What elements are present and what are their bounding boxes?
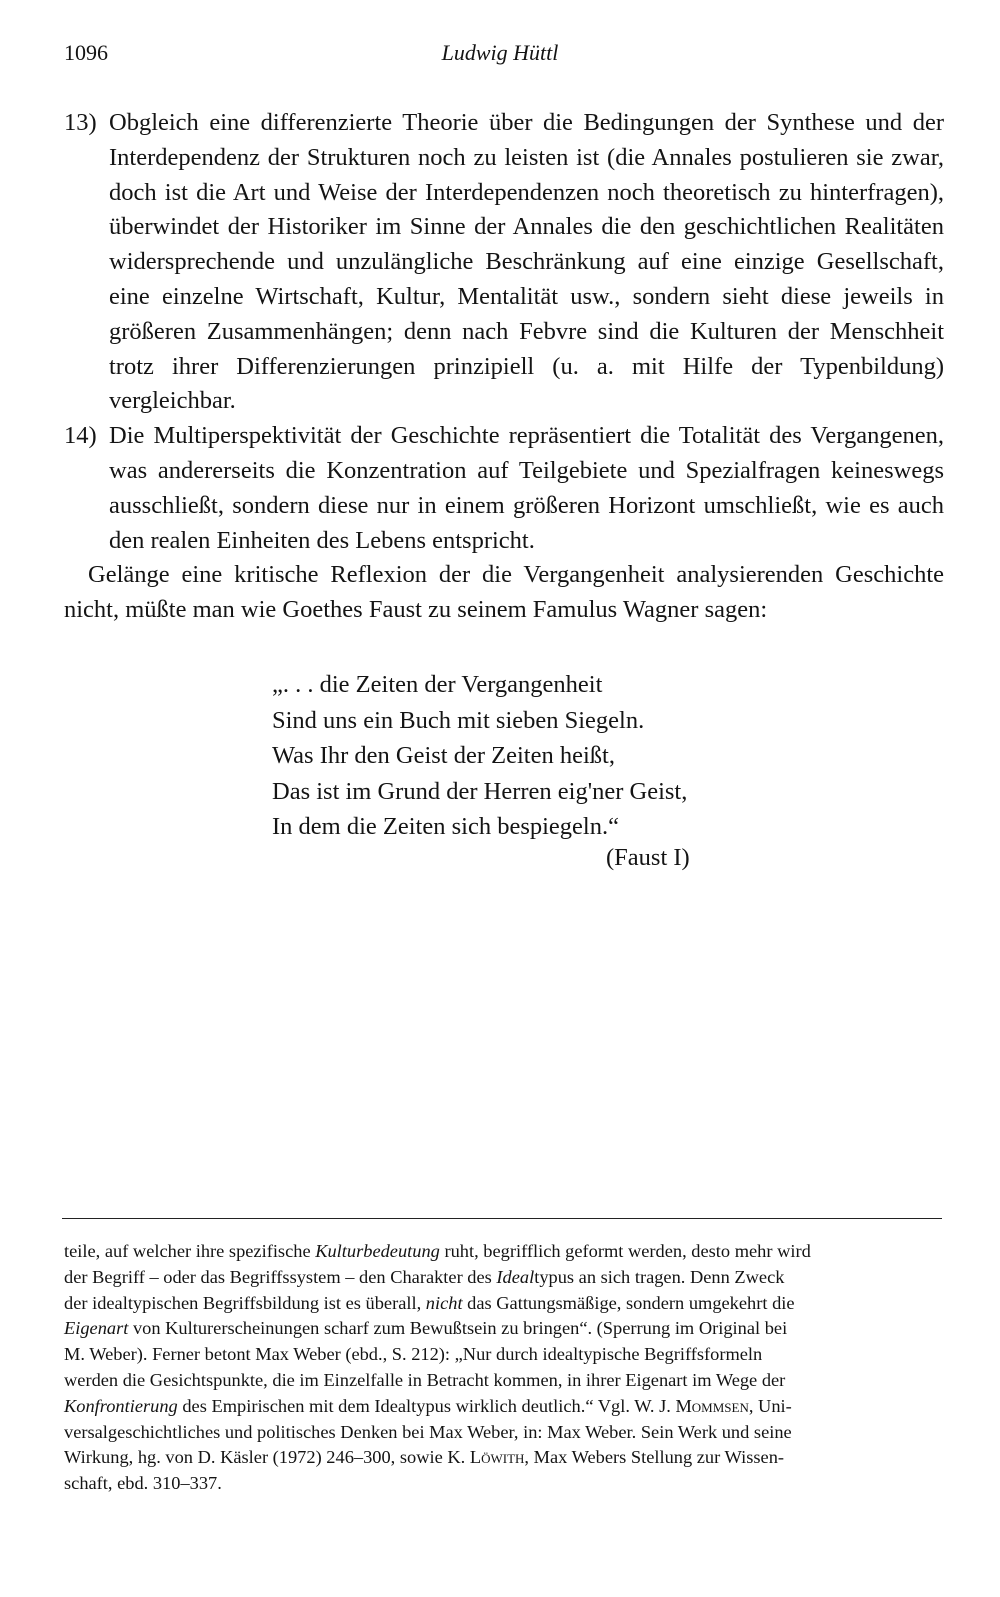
verse-line: Was Ihr den Geist der Zeiten heißt,	[272, 742, 615, 769]
item-number: 14)	[64, 422, 97, 450]
footnote-line: der Begriff – oder das Begriffssystem – den Charakter des Idealtypus an sich tragen. Denn Zweck	[64, 1266, 785, 1287]
item-number: 13)	[64, 109, 97, 136]
verse-line: „. . . die Zeiten der Vergangenheit	[272, 671, 603, 698]
item-text: Die Multiperspektivität der Geschichte repräsentiert die Totalität des Vergangenen, was andererseits die Konzentration auf Teilgebiete und Spezialfragen keineswegs ausschließt, sondern diese nur in einem größeren Horizont umschließt, wie es auch den realen Einheiten des Lebens entspricht.	[109, 422, 944, 554]
footnote-line: versalgeschichtliches und politisches Denken bei Max Weber, in: Max Weber. Sein Werk und seine	[64, 1421, 792, 1442]
body-paragraph: Gelänge eine kritische Reflexion der die Vergangenheit analysierenden Geschichte nicht, müßte man wie Goethes Faust zu seinem Famulus Wagner sagen:	[64, 561, 944, 624]
faust-quotation	[272, 667, 687, 845]
footnote-line: Wirkung, hg. von D. Käsler (1972) 246–300, sowie K. Löwith, Max Webers Stellung zur Wissen-	[64, 1447, 785, 1468]
verse-line: Sind uns ein Buch mit sieben Siegeln.	[272, 706, 645, 734]
main-text	[64, 106, 944, 628]
footnote-line: M. Weber). Ferner betont Max Weber (ebd., S. 212): „Nur durch idealtypische Begriffsformeln	[64, 1344, 763, 1365]
footnote-line: Eigenart von Kulturerscheinungen scharf zum Bewußtsein zu bringen“. (Sperrung im Original bei	[64, 1318, 788, 1339]
page-number: 1096	[64, 40, 108, 65]
numbered-item-14	[64, 419, 944, 558]
footnote	[64, 1239, 942, 1497]
footnote-separator	[62, 1218, 942, 1219]
numbered-item-13	[64, 106, 944, 419]
quotation-source: (Faust I)	[606, 844, 690, 871]
footnote-line: werden die Gesichtspunkte, die im Einzelfalle in Betracht kommen, in ihrer Eigenart im Wege der	[64, 1369, 786, 1390]
verse-line: Das ist im Grund der Herren eig'ner Geist,	[272, 777, 688, 805]
running-title: Ludwig Hüttl	[441, 40, 559, 65]
footnote-line: schaft, ebd. 310–337.	[64, 1473, 222, 1494]
footnote-line: teile, auf welcher ihre spezifische Kulturbedeutung ruht, begrifflich geformt werden, desto mehr wird	[64, 1241, 811, 1261]
footnote-line: der idealtypischen Begriffsbildung ist es überall, nicht das Gattungsmäßige, sondern umgekehrt die	[64, 1292, 795, 1313]
item-text: Obgleich eine differenzierte Theorie über die Bedingungen der Synthese und der Interdependenz der Strukturen noch zu leisten ist (die Annales postulieren sie zwar, doch ist die Art und Weise der Interdependenzen noch theoretisch zu hinterfragen), überwindet der Historiker im Sinne der Annales die den geschichtlichen Realitäten widersprechende und unzulängliche Beschränkung auf eine einzige Gesellschaft, eine einzelne Wirtschaft, Kultur, Mentalität usw., sondern sieht diese jeweils in größeren Zusammenhängen; denn nach Febvre sind die Kulturen der Menschheit trotz ihrer Differenzierungen prinzipiell (u. a. mit Hilfe der Typenbildung) vergleichbar.	[109, 109, 944, 415]
footnote-line: Konfrontierung des Empirischen mit dem Idealtypus wirklich deutlich.“ Vgl. W. J. Mommsen, Uni-	[64, 1395, 792, 1416]
verse-line: In dem die Zeiten sich bespiegeln.“	[272, 813, 619, 840]
